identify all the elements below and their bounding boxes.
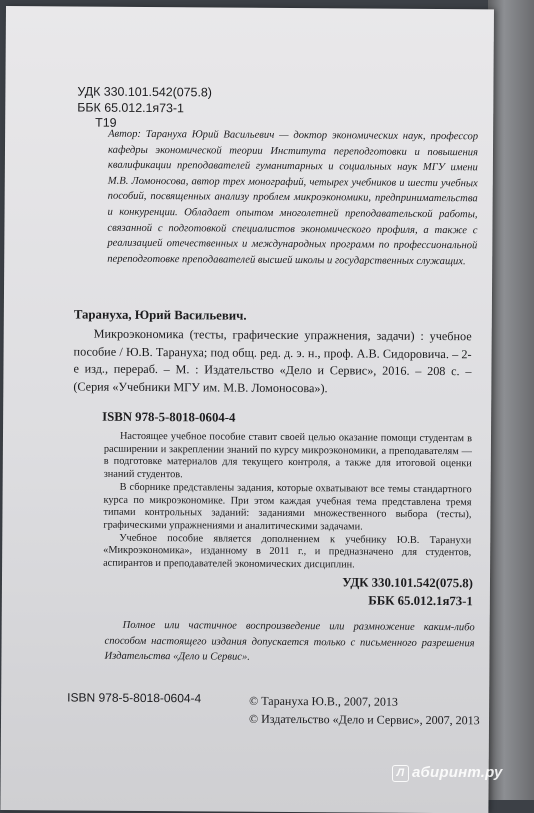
book-page — [0, 6, 494, 813]
abstract — [103, 431, 472, 573]
background-right — [488, 0, 534, 800]
labirint-logo-icon: Л — [392, 765, 409, 782]
abstract-paragraph: Настоящее учебное пособие ставит своей целью оказание помощи студентам в расширении и закреплении знаний по курсу микроэкономики, а преподавателям — в подготовке материалов для текущего контроля, а также для итоговой оценки знаний студентов. — [103, 430, 473, 481]
abstract-paragraph: Учебное пособие является дополнением к учебнику Ю.В. Таранухи «Микроэкономика», изданному в 2011 г., и предназначено для студентов, аспирантов и преподавателей экономических дисциплин. — [103, 532, 472, 571]
udk-code-repeat: УДК 330.101.542(075.8) — [342, 575, 474, 591]
watermark-text: абиринт.ру — [412, 764, 503, 781]
abstract-paragraph: В сборнике представлены задания, которые охватывают все темы стандартного курса по микроэкономике. При этом каждая учебная тема представлена тремя типами контрольных заданий: заданиями множественного выбора (тесты), графическими упражнениями и аналитическими задачами. — [103, 481, 472, 533]
copyright-block — [249, 692, 480, 730]
copyright-author: © Тарануха Ю.В., 2007, 2013 — [249, 693, 398, 709]
reference-description: Микроэкономика (тесты, графические упражнения, задачи) : учебное пособие / Ю.В. Тарануха; под общ. ред. д. э. н., проф. А.В. Сидоровича. – 2-е изд., перераб. – М. : Издательство «Дело и Сервис», 2016. – 208 с. – (Серия «Учебники МГУ им. М.В. Ломоносова»). — [73, 326, 472, 395]
copyright-publisher: © Издательство «Дело и Сервис», 2007, 2013 — [248, 711, 480, 728]
classification-codes-top — [77, 85, 212, 132]
isbn-footer: ISBN 978-5-8018-0604-4 — [67, 690, 202, 706]
author-mark: Т19 — [95, 115, 117, 130]
classification-codes-right — [282, 573, 473, 610]
isbn-main: ISBN 978-5-8018-0604-4 — [102, 409, 236, 425]
bbk-code: ББК 65.012.1я73-1 — [77, 100, 185, 115]
rights-notice: Полное или частичное воспроизведение или размножение каким-либо способом настоящего издания допускается только с письменного разрешения Издательства «Дело и Сервис». — [104, 619, 475, 663]
reference-author: Тарануха, Юрий Васильевич. — [73, 307, 247, 323]
author-note: Автор: Тарануха Юрий Васильевич — доктор экономических наук, профессор кафедры экономической теории Института переподготовки и повышения квалификации преподавателей гуманитарных и социальных наук МГУ имени М.В. Ломоносова, автор трех монографий, четырех учебников и шести учебных пособий, посвященных анализу проблем микроэкономики, предпринимательства и конкуренции. Обладает опытом многолетней преподавательской работы, связанной с подготовкой специалистов экономического профиля, а также с реализацией отечественных и международных программ по профессиональной переподготовке преподавателей высшей школы и государственных служащих. — [107, 128, 479, 267]
udk-code: УДК 330.101.542(075.8) — [77, 84, 212, 100]
watermark — [392, 764, 503, 782]
bbk-code-repeat: ББК 65.012.1я73-1 — [368, 593, 473, 609]
